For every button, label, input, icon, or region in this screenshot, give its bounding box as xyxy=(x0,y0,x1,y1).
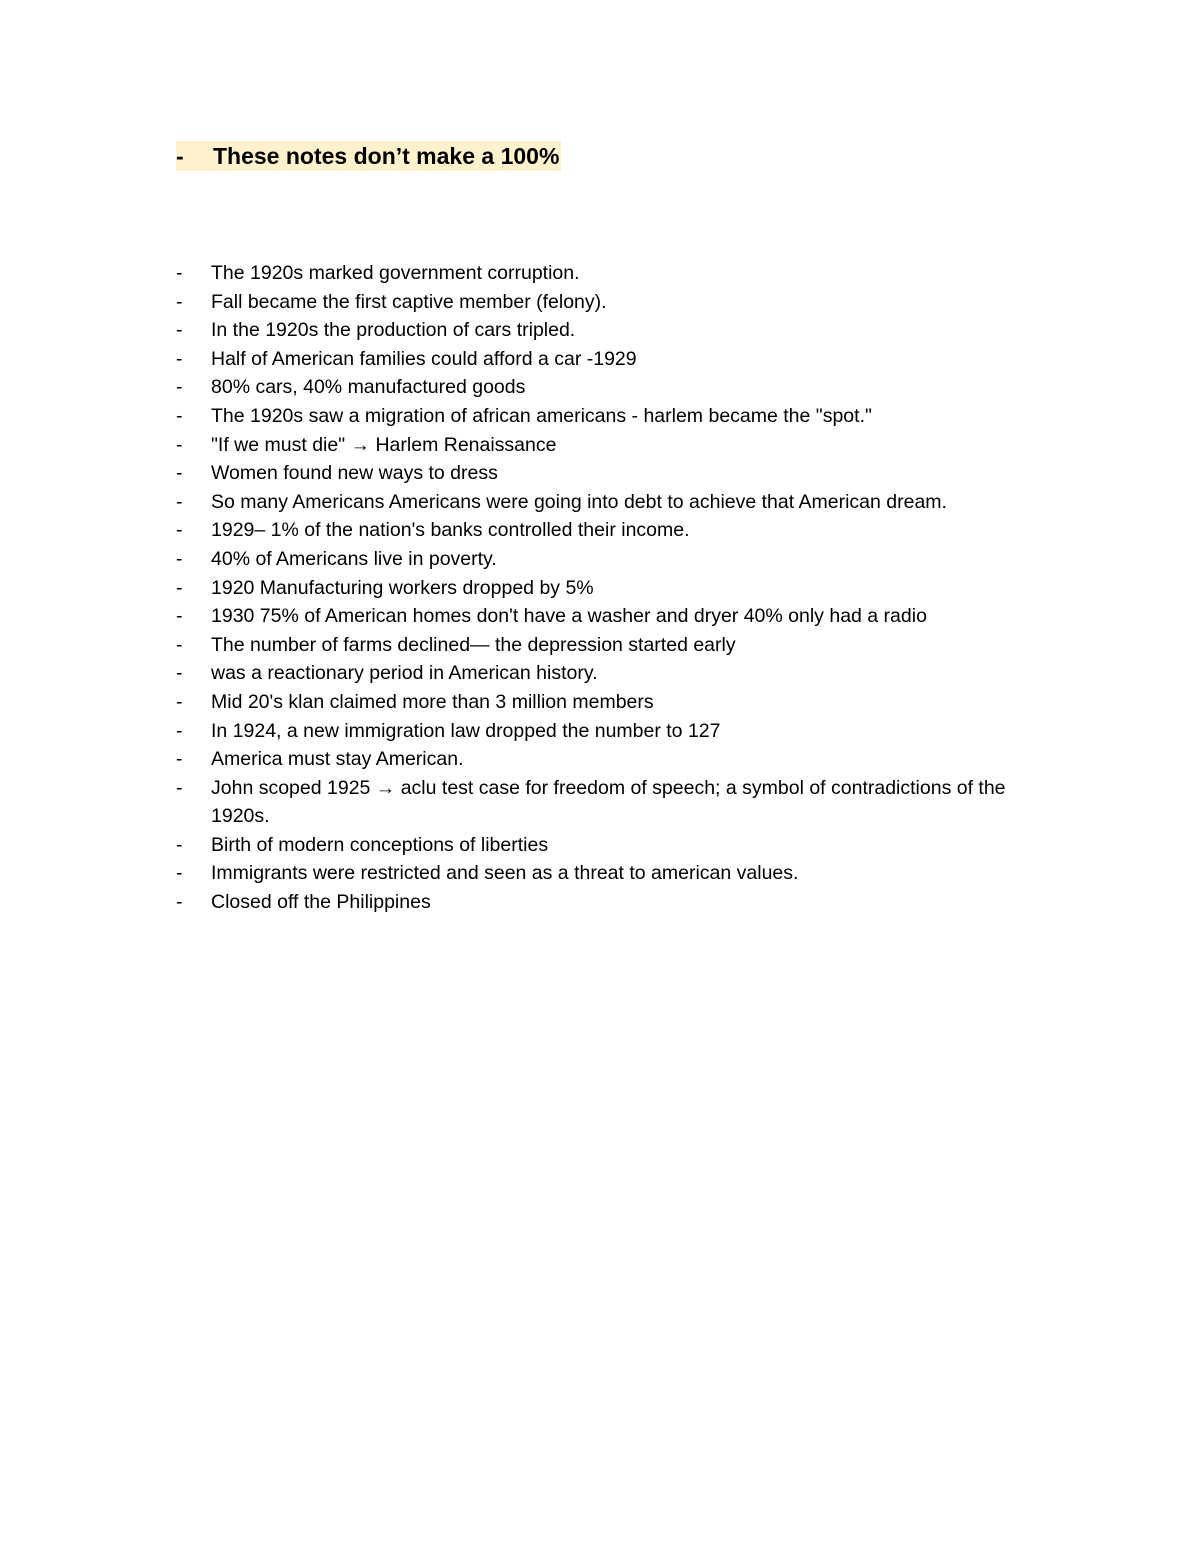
list-item-text: 1920 Manufacturing workers dropped by 5% xyxy=(211,576,594,599)
list-item xyxy=(176,688,1066,717)
list-bullet: - xyxy=(176,490,183,513)
list-bullet: - xyxy=(176,891,183,914)
notes-list xyxy=(176,259,1066,917)
list-item-text: Closed off the Philippines xyxy=(211,891,431,914)
list-item xyxy=(176,545,1066,574)
list-item xyxy=(176,888,1066,917)
list-bullet: - xyxy=(176,776,183,799)
list-item xyxy=(176,659,1066,688)
list-item-text: "If we must die" → Harlem Renaissance xyxy=(211,433,557,456)
list-item xyxy=(176,717,1066,746)
list-item xyxy=(176,774,1066,831)
list-bullet: - xyxy=(176,290,183,313)
list-item-text: In 1924, a new immigration law dropped the number to 127 xyxy=(211,719,721,742)
list-item-text: 40% of Americans live in poverty. xyxy=(211,547,497,570)
list-item-text: The number of farms declined— the depression started early xyxy=(211,633,736,656)
list-bullet: - xyxy=(176,433,183,456)
list-bullet: - xyxy=(176,462,183,485)
heading-text: These notes don’t make a 100% xyxy=(213,142,560,169)
list-item-text: So many Americans Americans were going into debt to achieve that American dream. xyxy=(211,490,947,513)
list-bullet: - xyxy=(176,690,183,713)
list-bullet: - xyxy=(176,547,183,570)
list-item xyxy=(176,316,1066,345)
list-bullet: - xyxy=(176,376,183,399)
list-bullet: - xyxy=(176,748,183,771)
list-bullet: - xyxy=(176,262,183,284)
list-item xyxy=(176,516,1066,545)
heading-bullet: - xyxy=(176,142,184,169)
list-item xyxy=(176,631,1066,660)
list-item xyxy=(176,602,1066,631)
list-bullet: - xyxy=(176,662,183,685)
list-bullet: - xyxy=(176,319,183,342)
list-item-text: Birth of modern conceptions of liberties xyxy=(211,833,549,856)
list-bullet: - xyxy=(176,576,183,599)
list-item xyxy=(176,488,1066,517)
list-item xyxy=(176,745,1066,774)
list-item-text: 80% cars, 40% manufactured goods xyxy=(211,376,526,399)
list-item xyxy=(176,431,1066,460)
list-item xyxy=(176,288,1066,317)
list-item-text: Mid 20's klan claimed more than 3 million members xyxy=(211,690,654,713)
list-bullet: - xyxy=(176,404,183,427)
list-item xyxy=(176,402,1066,431)
list-item-text: 1930 75% of American homes don't have a washer and dryer 40% only had a radio xyxy=(211,605,927,628)
list-item-text: Fall became the first captive member (felony). xyxy=(211,290,607,313)
list-item-text: Immigrants were restricted and seen as a threat to american values. xyxy=(211,862,799,885)
list-item xyxy=(176,259,1066,288)
list-bullet: - xyxy=(176,519,183,542)
list-item-text: The 1920s saw a migration of african americans - harlem became the "spot." xyxy=(211,404,872,427)
list-item-text: Half of American families could afford a car -1929 xyxy=(211,347,637,370)
list-bullet: - xyxy=(176,862,183,885)
list-item xyxy=(176,859,1066,888)
list-item-text: In the 1920s the production of cars tripled. xyxy=(211,319,576,342)
highlighted-heading xyxy=(176,141,561,171)
list-bullet: - xyxy=(176,633,183,656)
list-item-text: America must stay American. xyxy=(211,748,464,771)
list-item xyxy=(176,459,1066,488)
list-bullet: - xyxy=(176,719,183,742)
list-item xyxy=(176,373,1066,402)
list-item xyxy=(176,345,1066,374)
list-item-text: 1929– 1% of the nation's banks controlled their income. xyxy=(211,519,690,542)
list-item-text: John scoped 1925 → aclu test case for freedom of speech; a symbol of contradictions of the 1920s. xyxy=(211,776,1006,828)
list-bullet: - xyxy=(176,347,183,370)
list-bullet: - xyxy=(176,833,183,856)
list-item-text: The 1920s marked government corruption. xyxy=(211,262,580,284)
list-item xyxy=(176,574,1066,603)
list-item-text: Women found new ways to dress xyxy=(211,462,498,485)
list-item-text: was a reactionary period in American history. xyxy=(211,662,598,685)
list-bullet: - xyxy=(176,605,183,628)
list-item xyxy=(176,831,1066,860)
